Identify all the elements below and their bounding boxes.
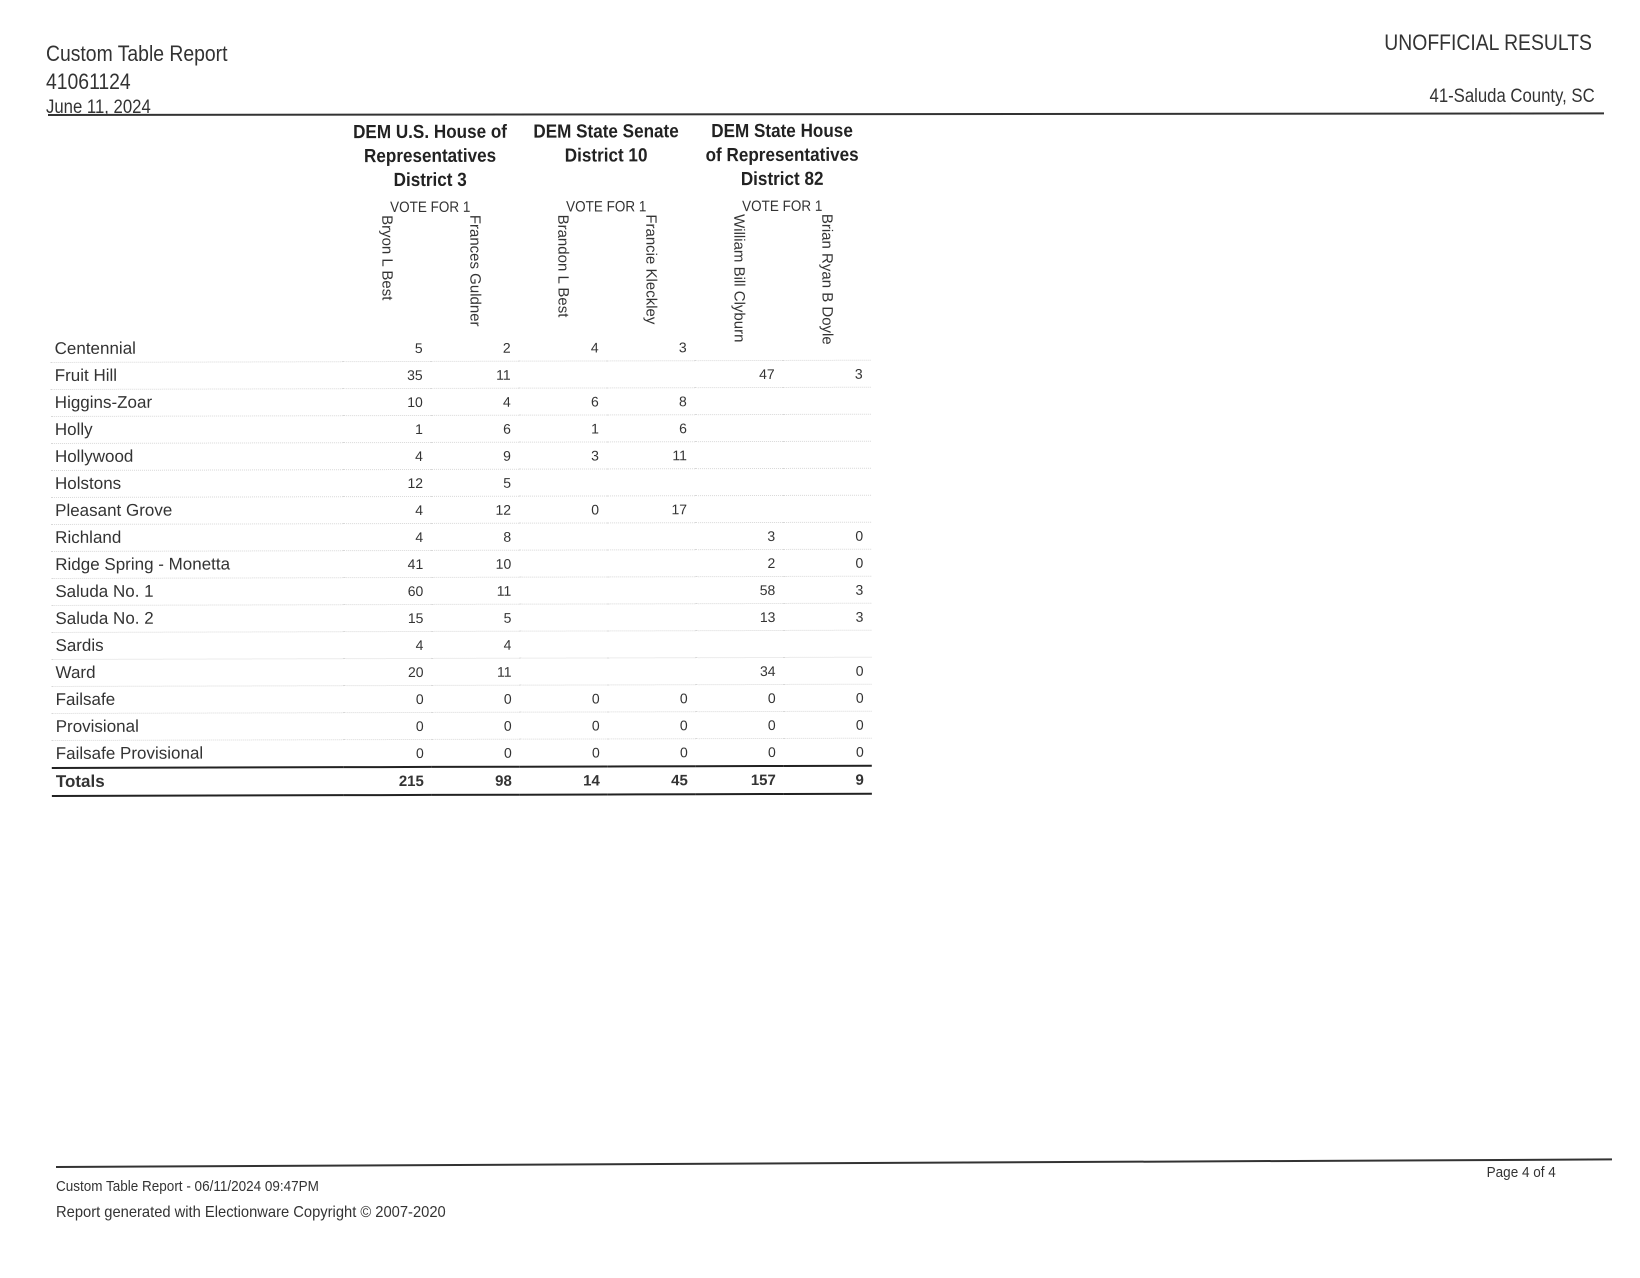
vote-count-cell: 6 bbox=[519, 388, 607, 415]
vote-count-cell bbox=[695, 630, 783, 657]
precinct-name: Sardis bbox=[51, 632, 343, 660]
contest-header bbox=[518, 120, 694, 216]
vote-count-cell: 47 bbox=[695, 360, 783, 387]
vote-count-cell: 12 bbox=[343, 469, 431, 496]
results-table-block bbox=[50, 120, 870, 791]
vote-count-cell bbox=[607, 604, 695, 631]
vote-count-cell: 4 bbox=[343, 496, 431, 523]
vote-count-cell: 0 bbox=[783, 657, 871, 684]
vote-count-cell bbox=[695, 468, 783, 495]
vote-count-cell: 0 bbox=[784, 684, 872, 711]
report-title: Custom Table Report bbox=[46, 41, 228, 66]
vote-count-cell: 3 bbox=[783, 603, 871, 630]
precinct-name: Fruit Hill bbox=[51, 362, 343, 390]
vote-count-cell bbox=[519, 631, 607, 658]
vote-count-cell bbox=[607, 523, 695, 550]
vote-count-cell bbox=[519, 550, 607, 577]
total-vote-cell: 157 bbox=[696, 766, 784, 794]
vote-count-cell: 4 bbox=[431, 388, 519, 415]
totals-row bbox=[52, 766, 872, 796]
precinct-name: Failsafe Provisional bbox=[52, 740, 344, 768]
vote-count-cell: 0 bbox=[344, 739, 432, 767]
precinct-name: Ward bbox=[52, 659, 344, 687]
precinct-row bbox=[51, 495, 871, 524]
vote-count-cell: 3 bbox=[783, 576, 871, 603]
vote-count-cell: 0 bbox=[696, 711, 784, 738]
vote-count-cell: 0 bbox=[344, 712, 432, 739]
candidate-name: Brian Ryan B Doyle bbox=[818, 213, 836, 345]
vote-count-cell: 1 bbox=[519, 415, 607, 442]
precinct-row bbox=[51, 468, 871, 497]
vote-count-cell: 0 bbox=[696, 738, 784, 766]
vote-count-cell: 0 bbox=[520, 685, 608, 712]
vote-count-cell: 12 bbox=[431, 496, 519, 523]
vote-count-cell bbox=[695, 495, 783, 522]
vote-count-cell: 6 bbox=[607, 415, 695, 442]
vote-count-cell bbox=[695, 387, 783, 414]
vote-count-cell bbox=[519, 577, 607, 604]
county-label: 41-Saluda County, SC bbox=[1429, 86, 1595, 107]
vote-count-cell: 0 bbox=[783, 549, 871, 576]
precinct-row bbox=[51, 603, 871, 632]
vote-count-cell: 5 bbox=[343, 335, 431, 362]
vote-count-cell: 0 bbox=[432, 685, 520, 712]
footer-generated-line: Custom Table Report - 06/11/2024 09:47PM bbox=[56, 1178, 319, 1195]
precinct-row bbox=[51, 549, 871, 578]
precinct-row bbox=[52, 711, 872, 740]
vote-count-cell: 9 bbox=[431, 442, 519, 469]
candidate-name: William Bill Clyburn bbox=[730, 214, 748, 343]
vote-count-cell bbox=[783, 495, 871, 522]
vote-count-cell: 5 bbox=[431, 469, 519, 496]
vote-count-cell: 11 bbox=[431, 658, 519, 685]
vote-count-cell bbox=[695, 414, 783, 441]
precinct-row bbox=[52, 684, 872, 713]
vote-count-cell: 0 bbox=[432, 739, 520, 767]
vote-count-cell: 60 bbox=[343, 577, 431, 604]
vote-count-cell: 17 bbox=[607, 496, 695, 523]
precinct-name: Holstons bbox=[51, 470, 343, 498]
vote-count-cell: 8 bbox=[431, 523, 519, 550]
vote-count-cell bbox=[783, 414, 871, 441]
vote-count-cell: 3 bbox=[695, 522, 783, 549]
vote-count-cell bbox=[695, 334, 783, 361]
vote-count-cell bbox=[695, 441, 783, 468]
vote-count-cell bbox=[607, 361, 695, 388]
vote-count-cell bbox=[783, 630, 871, 657]
vote-count-cell: 0 bbox=[432, 712, 520, 739]
candidate-name: Brandon L Best bbox=[554, 214, 572, 318]
header-divider bbox=[48, 112, 1604, 116]
vote-count-cell: 41 bbox=[343, 550, 431, 577]
vote-count-cell: 3 bbox=[607, 334, 695, 361]
vote-count-cell: 3 bbox=[519, 442, 607, 469]
footer-divider bbox=[56, 1158, 1612, 1168]
vote-count-cell: 0 bbox=[520, 712, 608, 739]
candidate-name: Bryon L Best bbox=[378, 215, 396, 301]
page-number: Page 4 of 4 bbox=[1486, 1164, 1556, 1181]
vote-count-cell bbox=[519, 523, 607, 550]
report-header-info bbox=[46, 40, 228, 120]
vote-count-cell bbox=[607, 550, 695, 577]
footer-copyright-line: Report generated with Electionware Copyright © 2007-2020 bbox=[56, 1204, 446, 1221]
report-date: June 11, 2024 bbox=[46, 97, 151, 118]
results-grid bbox=[51, 334, 872, 797]
vote-count-cell bbox=[519, 469, 607, 496]
precinct-name: Failsafe bbox=[52, 686, 344, 714]
precinct-name: Holly bbox=[51, 416, 343, 444]
total-vote-cell: 9 bbox=[784, 766, 872, 794]
precinct-name: Ridge Spring - Monetta bbox=[51, 551, 343, 579]
vote-count-cell: 0 bbox=[783, 522, 871, 549]
vote-count-cell: 6 bbox=[431, 415, 519, 442]
vote-count-cell: 10 bbox=[343, 388, 431, 415]
vote-count-cell: 10 bbox=[431, 550, 519, 577]
vote-count-cell: 5 bbox=[431, 604, 519, 631]
contest-header bbox=[342, 121, 518, 217]
contest-header bbox=[694, 120, 870, 216]
precinct-row bbox=[51, 360, 871, 389]
vote-count-cell bbox=[783, 441, 871, 468]
precinct-name: Hollywood bbox=[51, 443, 343, 471]
vote-count-cell: 35 bbox=[343, 361, 431, 388]
precinct-name: Saluda No. 1 bbox=[51, 578, 343, 606]
vote-for-label: VOTE FOR 1 bbox=[742, 197, 823, 216]
vote-count-cell bbox=[783, 468, 871, 495]
vote-count-cell: 15 bbox=[343, 604, 431, 631]
vote-count-cell: 0 bbox=[608, 685, 696, 712]
vote-count-cell bbox=[607, 577, 695, 604]
vote-count-cell: 11 bbox=[431, 577, 519, 604]
vote-count-cell: 0 bbox=[608, 739, 696, 767]
precinct-name: Centennial bbox=[51, 335, 343, 362]
vote-count-cell: 34 bbox=[695, 657, 783, 684]
precinct-row bbox=[51, 522, 871, 551]
vote-count-cell bbox=[519, 658, 607, 685]
precinct-row bbox=[51, 441, 871, 470]
vote-count-cell: 2 bbox=[431, 335, 519, 362]
total-vote-cell: 98 bbox=[432, 767, 520, 795]
vote-count-cell: 13 bbox=[695, 603, 783, 630]
contest-title: DEM State Senate District 10 bbox=[533, 121, 679, 167]
vote-count-cell bbox=[607, 469, 695, 496]
vote-count-cell bbox=[607, 631, 695, 658]
vote-count-cell: 0 bbox=[696, 684, 784, 711]
vote-count-cell bbox=[607, 658, 695, 685]
vote-count-cell bbox=[783, 387, 871, 414]
vote-count-cell: 58 bbox=[695, 576, 783, 603]
vote-count-cell: 4 bbox=[343, 631, 431, 658]
total-vote-cell: 215 bbox=[344, 767, 432, 795]
total-vote-cell: 45 bbox=[608, 766, 696, 794]
precinct-row bbox=[52, 738, 872, 768]
precinct-name: Saluda No. 2 bbox=[51, 605, 343, 633]
total-vote-cell: 14 bbox=[520, 766, 608, 794]
vote-count-cell: 8 bbox=[607, 388, 695, 415]
vote-count-cell bbox=[519, 361, 607, 388]
candidate-name: Francie Kleckley bbox=[642, 214, 660, 325]
vote-count-cell: 4 bbox=[431, 631, 519, 658]
vote-count-cell: 4 bbox=[343, 523, 431, 550]
report-id: 41061124 bbox=[46, 69, 131, 94]
vote-count-cell: 0 bbox=[784, 711, 872, 738]
vote-count-cell: 4 bbox=[343, 442, 431, 469]
precinct-row bbox=[52, 657, 872, 686]
vote-count-cell: 3 bbox=[783, 360, 871, 387]
contest-headers bbox=[342, 120, 870, 219]
precinct-name: Pleasant Grove bbox=[51, 497, 343, 525]
precinct-name: Higgins-Zoar bbox=[51, 389, 343, 417]
vote-count-cell: 0 bbox=[519, 496, 607, 523]
vote-count-cell bbox=[783, 334, 871, 361]
precinct-row bbox=[51, 630, 871, 659]
vote-count-cell: 2 bbox=[695, 549, 783, 576]
vote-count-cell: 11 bbox=[431, 361, 519, 388]
vote-count-cell: 0 bbox=[344, 685, 432, 712]
vote-count-cell: 0 bbox=[520, 739, 608, 767]
vote-count-cell bbox=[519, 604, 607, 631]
vote-count-cell: 1 bbox=[343, 415, 431, 442]
vote-count-cell: 4 bbox=[519, 334, 607, 361]
precinct-name: Richland bbox=[51, 524, 343, 552]
precinct-row bbox=[51, 387, 871, 416]
results-status: UNOFFICIAL RESULTS bbox=[1384, 30, 1592, 55]
precinct-row bbox=[51, 576, 871, 605]
vote-count-cell: 0 bbox=[784, 738, 872, 766]
vote-count-cell: 0 bbox=[608, 712, 696, 739]
vote-count-cell: 20 bbox=[343, 658, 431, 685]
precinct-name: Provisional bbox=[52, 713, 344, 741]
vote-for-label: VOTE FOR 1 bbox=[566, 198, 647, 216]
vote-for-label: VOTE FOR 1 bbox=[390, 198, 471, 217]
precinct-row bbox=[51, 334, 871, 363]
precinct-row bbox=[51, 414, 871, 443]
candidate-name: Frances Guldner bbox=[466, 214, 484, 327]
contest-title: DEM State House of Representatives District 82 bbox=[705, 120, 859, 191]
vote-count-cell: 11 bbox=[607, 442, 695, 469]
totals-label: Totals bbox=[52, 767, 344, 796]
contest-title: DEM U.S. House of Representatives District 3 bbox=[353, 121, 508, 192]
